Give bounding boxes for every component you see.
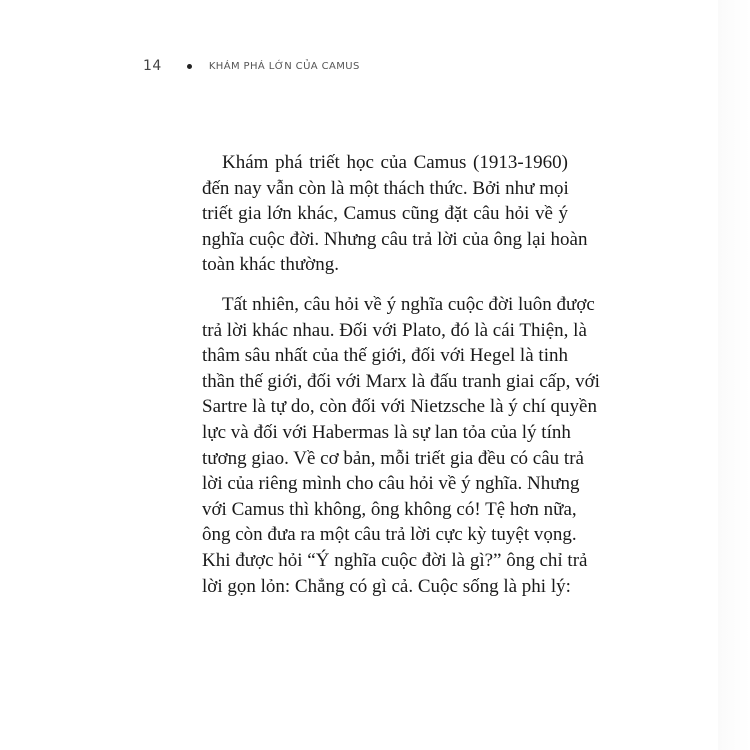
text-line: Tất nhiên, câu hỏi về ý nghĩa cuộc đời luôn được [222,294,595,315]
running-head [143,57,360,75]
text-line: trả lời khác nhau. Đối với Plato, đó là cái Thiện, là [202,319,587,341]
paragraph-1 [202,150,588,278]
text-line: ông còn đưa ra một câu trả lời cực kỳ tuyệt vọng. [202,524,577,546]
text-line: đến nay vẫn còn là một thách thức. Bởi như mọi [202,177,569,199]
page-number: 14 [143,58,162,74]
text-line: tương giao. Về cơ bản, mỗi triết gia đều có câu trả [202,447,584,469]
text-line: toàn khác thường. [202,254,339,276]
text-line: lời của riêng mình cho câu hỏi về ý nghĩa. Nhưng [202,473,580,495]
text-line: lời gọn lỏn: Chẳng có gì cả. Cuộc sống là phi lý: [202,575,571,597]
text-line: với Camus thì không, ông không có! Tệ hơn nữa, [202,498,577,520]
text-line: Sartre là tự do, còn đối với Nietzsche là ý chí quyền [202,396,597,418]
text-line: Khi được hỏi “Ý nghĩa cuộc đời là gì?” ông chỉ trả [202,549,588,571]
text-line: nghĩa cuộc đời. Nhưng câu trả lời của ông lại hoàn [202,228,588,250]
paragraph-2 [202,292,600,599]
text-line: Khám phá triết học của Camus (1913-1960) [222,152,568,173]
text-line: thâm sâu nhất của thế giới, đối với Hegel là tinh [202,345,568,367]
page-edge-shadow [718,0,750,750]
chapter-title: KHÁM PHÁ LỚN CỦA CAMUS [208,60,360,72]
bullet-separator-icon [187,64,192,69]
text-line: thần thế giới, đối với Marx là đấu tranh giai cấp, với [202,370,600,392]
text-line: triết gia lớn khác, Camus cũng đặt câu hỏi về ý [202,203,568,225]
text-line: lực và đối với Habermas là sự lan tỏa của lý tính [202,421,571,443]
